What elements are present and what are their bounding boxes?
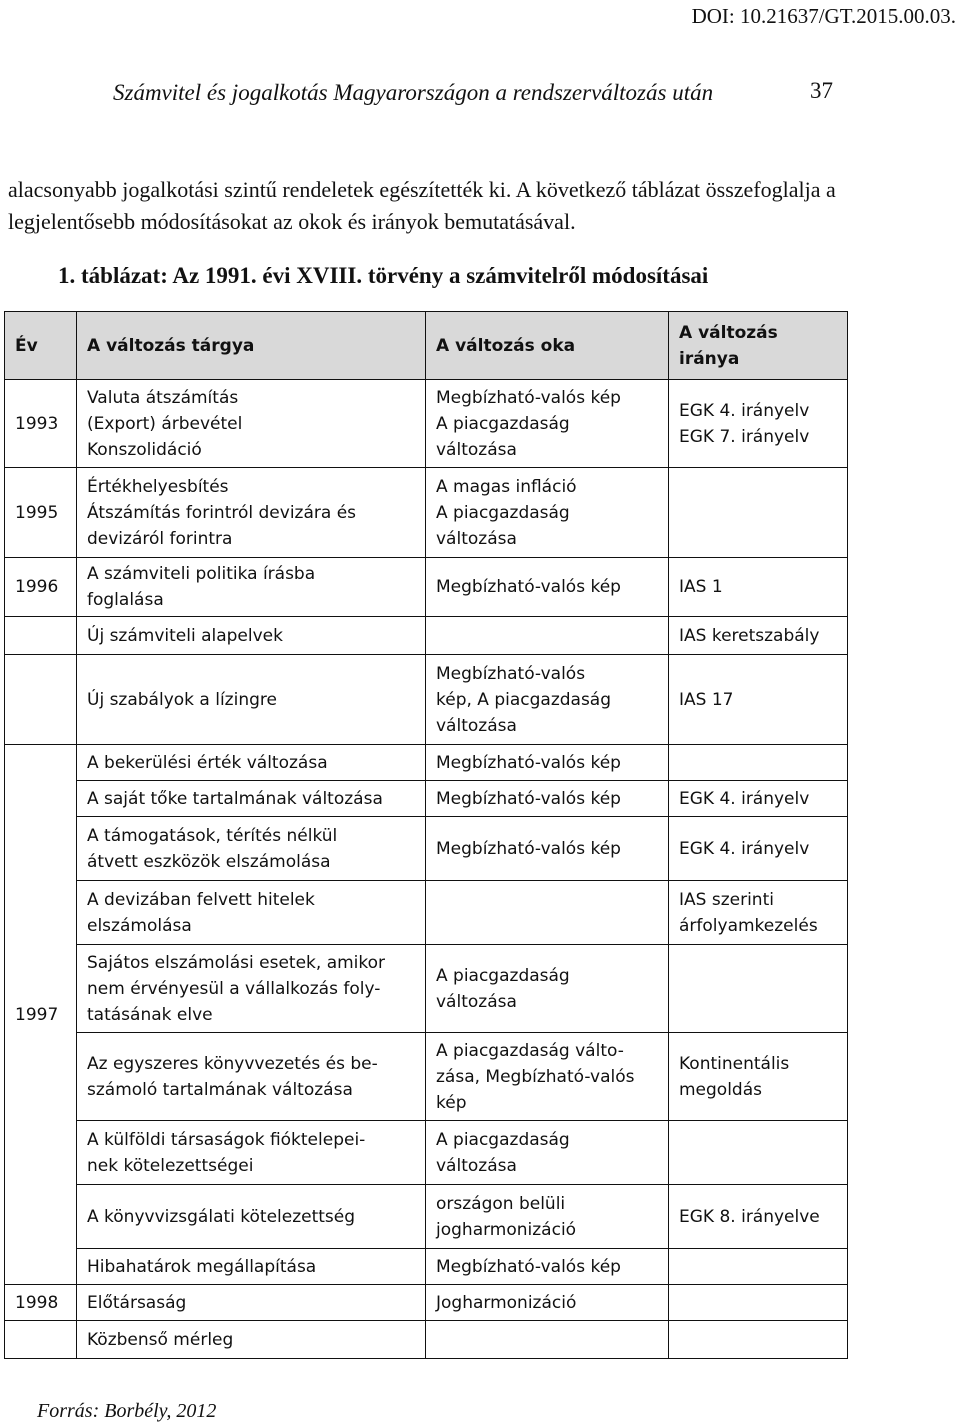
subject-line: Hibahatárok megállapítása: [87, 1256, 317, 1277]
subject-cell: [77, 745, 426, 781]
table-row: [5, 1185, 848, 1249]
reason-line: változása: [436, 715, 517, 736]
subject-line: Új szabályok a lízingre: [87, 689, 277, 710]
subject-line: Előtársaság: [87, 1292, 187, 1313]
year-cell: 1993: [5, 380, 77, 468]
subject-line: A saját tőke tartalmának változása: [87, 788, 383, 809]
direction-line: EGK 4. irányelv: [679, 400, 810, 421]
reason-line: A piacgazdaság: [436, 502, 570, 523]
subject-cell: [77, 1185, 426, 1249]
reason-line: A magas infláció: [436, 476, 577, 497]
direction-cell: [669, 1121, 848, 1185]
subject-line: Konszolidáció: [87, 439, 202, 460]
year-cell: [5, 617, 77, 655]
doi-label: DOI: 10.21637/GT.2015.00.03.: [691, 4, 956, 28]
subject-line: A számviteli politika írásba: [87, 564, 316, 584]
direction-cell: [669, 468, 848, 558]
direction-line: megoldás: [679, 1079, 762, 1100]
subject-line: elszámolása: [87, 915, 192, 936]
direction-cell: [669, 745, 848, 781]
subject-cell: [77, 468, 426, 558]
direction-cell: [669, 380, 848, 468]
table-row: [5, 1033, 848, 1121]
subject-line: A támogatások, térítés nélkül: [87, 825, 338, 846]
direction-cell: [669, 655, 848, 745]
direction-line: árfolyamkezelés: [679, 915, 818, 936]
subject-cell: [77, 558, 426, 617]
table-caption: 1. táblázat: Az 1991. évi XVIII. törvény a számvitelről módosításai: [58, 263, 709, 288]
subject-line: (Export) árbevétel: [87, 413, 243, 434]
table-row: [5, 1285, 848, 1321]
reason-cell: [426, 781, 669, 817]
reason-line: Megbízható-valós kép: [436, 577, 621, 597]
table-row: [5, 380, 848, 468]
reason-line: Jogharmonizáció: [436, 1292, 577, 1313]
reason-line: Megbízható-valós kép: [436, 387, 621, 408]
subject-line: A bekerülési érték változása: [87, 752, 328, 773]
table-row: [5, 617, 848, 655]
header-reason: A változás oka: [426, 312, 669, 380]
reason-line: A piacgazdaság: [436, 1129, 570, 1150]
subject-line: Valuta átszámítás: [87, 387, 239, 408]
table-row: [5, 655, 848, 745]
reason-cell: [426, 945, 669, 1033]
table-row: [5, 945, 848, 1033]
reason-cell: [426, 1185, 669, 1249]
table-row: [5, 881, 848, 945]
amendments-table: [4, 311, 848, 1359]
reason-line: változása: [436, 1155, 517, 1176]
header-subject: A változás tárgya: [77, 312, 426, 380]
table-row: [5, 745, 848, 781]
direction-line: IAS 1: [679, 577, 723, 597]
direction-cell: [669, 617, 848, 655]
direction-cell: [669, 781, 848, 817]
subject-cell: [77, 655, 426, 745]
table-row: [5, 468, 848, 558]
reason-cell: [426, 1121, 669, 1185]
table-row: [5, 817, 848, 881]
subject-line: A külföldi társaságok fióktelepei-: [87, 1129, 366, 1150]
direction-line: EGK 7. irányelv: [679, 426, 810, 447]
reason-cell: [426, 817, 669, 881]
reason-cell: [426, 1249, 669, 1285]
subject-cell: [77, 781, 426, 817]
table-row: [5, 1249, 848, 1285]
subject-cell: [77, 1033, 426, 1121]
page-number: 37: [810, 78, 833, 103]
header-direction-line: iránya: [679, 348, 740, 369]
direction-cell: [669, 1285, 848, 1321]
reason-line: A piacgazdaság: [436, 965, 570, 986]
direction-cell: [669, 1249, 848, 1285]
subject-line: Új számviteli alapelvek: [87, 625, 283, 646]
subject-cell: [77, 817, 426, 881]
reason-line: változása: [436, 439, 517, 460]
reason-cell: [426, 1033, 669, 1121]
subject-cell: [77, 617, 426, 655]
subject-cell: [77, 1249, 426, 1285]
header-direction-line: A változás: [679, 322, 778, 343]
subject-line: átvett eszközök elszámolása: [87, 851, 331, 872]
reason-cell: [426, 558, 669, 617]
reason-cell: [426, 745, 669, 781]
subject-line: Átszámítás forintról devizára és: [87, 502, 357, 523]
table-row: [5, 1121, 848, 1185]
direction-line: EGK 4. irányelv: [679, 838, 810, 859]
direction-line: Kontinentális: [679, 1053, 790, 1074]
reason-cell: [426, 1285, 669, 1321]
subject-line: Értékhelyesbítés: [87, 476, 229, 497]
subject-line: Közbenső mérleg: [87, 1329, 234, 1350]
reason-line: változása: [436, 991, 517, 1012]
reason-line: Megbízható-valós: [436, 663, 586, 684]
subject-cell: [77, 1321, 426, 1359]
year-cell: [5, 1321, 77, 1359]
table-row: [5, 558, 848, 617]
table-row: [5, 1321, 848, 1359]
subject-line: A könyvvizsgálati kötelezettség: [87, 1206, 356, 1227]
running-title: Számvitel és jogalkotás Magyarországon a rendszerváltozás után: [113, 80, 714, 105]
reason-cell: [426, 1321, 669, 1359]
reason-line: Megbízható-valós kép: [436, 752, 621, 773]
direction-cell: [669, 817, 848, 881]
source-note: Forrás: Borbély, 2012: [37, 1400, 217, 1422]
reason-line: zása, Megbízható-valós: [436, 1066, 635, 1087]
subject-cell: [77, 881, 426, 945]
direction-line: EGK 4. irányelv: [679, 788, 810, 809]
reason-line: A piacgazdaság: [436, 413, 570, 434]
header-direction: [669, 312, 848, 380]
table-header-row: [5, 312, 848, 380]
direction-cell: [669, 1321, 848, 1359]
table-row: [5, 781, 848, 817]
subject-line: foglalása: [87, 590, 164, 610]
year-cell: 1996: [5, 558, 77, 617]
subject-cell: [77, 945, 426, 1033]
subject-cell: [77, 380, 426, 468]
year-cell: 1997: [5, 745, 77, 1285]
subject-line: számoló tartalmának változása: [87, 1079, 353, 1100]
direction-line: IAS szerinti: [679, 889, 774, 910]
header-year: Év: [5, 312, 77, 380]
subject-cell: [77, 1121, 426, 1185]
direction-cell: [669, 1033, 848, 1121]
year-cell: [5, 655, 77, 745]
reason-cell: [426, 380, 669, 468]
table-body: [5, 380, 848, 1359]
direction-line: IAS 17: [679, 689, 734, 710]
subject-line: nem érvényesül a vállalkozás foly-: [87, 978, 381, 999]
intro-paragraph: alacsonyabb jogalkotási szintű rendeletek egészítették ki. A következő táblázat összefoglalja a legjelentősebb módosításokat az okok és irányok bemutatásával.: [8, 177, 836, 234]
reason-line: jogharmonizáció: [436, 1219, 577, 1240]
subject-line: tatásának elve: [87, 1004, 213, 1025]
subject-line: devizáról forintra: [87, 528, 233, 549]
subject-cell: [77, 1285, 426, 1321]
direction-line: EGK 8. irányelve: [679, 1206, 820, 1227]
year-cell: 1998: [5, 1285, 77, 1321]
reason-line: országon belüli: [436, 1193, 566, 1214]
reason-cell: [426, 881, 669, 945]
direction-cell: [669, 881, 848, 945]
subject-line: nek kötelezettségei: [87, 1155, 254, 1176]
reason-line: kép, A piacgazdaság: [436, 689, 612, 710]
reason-cell: [426, 617, 669, 655]
direction-cell: [669, 558, 848, 617]
subject-line: A devizában felvett hitelek: [87, 889, 315, 910]
reason-line: Megbízható-valós kép: [436, 838, 621, 859]
direction-cell: [669, 1185, 848, 1249]
reason-line: A piacgazdaság válto-: [436, 1040, 624, 1061]
subject-line: Sajátos elszámolási esetek, amikor: [87, 952, 386, 973]
reason-line: Megbízható-valós kép: [436, 788, 621, 809]
reason-cell: [426, 655, 669, 745]
subject-line: Az egyszeres könyvvezetés és be-: [87, 1053, 378, 1074]
reason-line: kép: [436, 1092, 467, 1113]
reason-line: Megbízható-valós kép: [436, 1256, 621, 1277]
direction-line: IAS keretszabály: [679, 625, 820, 646]
year-cell: 1995: [5, 468, 77, 558]
reason-line: változása: [436, 528, 517, 549]
direction-cell: [669, 945, 848, 1033]
reason-cell: [426, 468, 669, 558]
